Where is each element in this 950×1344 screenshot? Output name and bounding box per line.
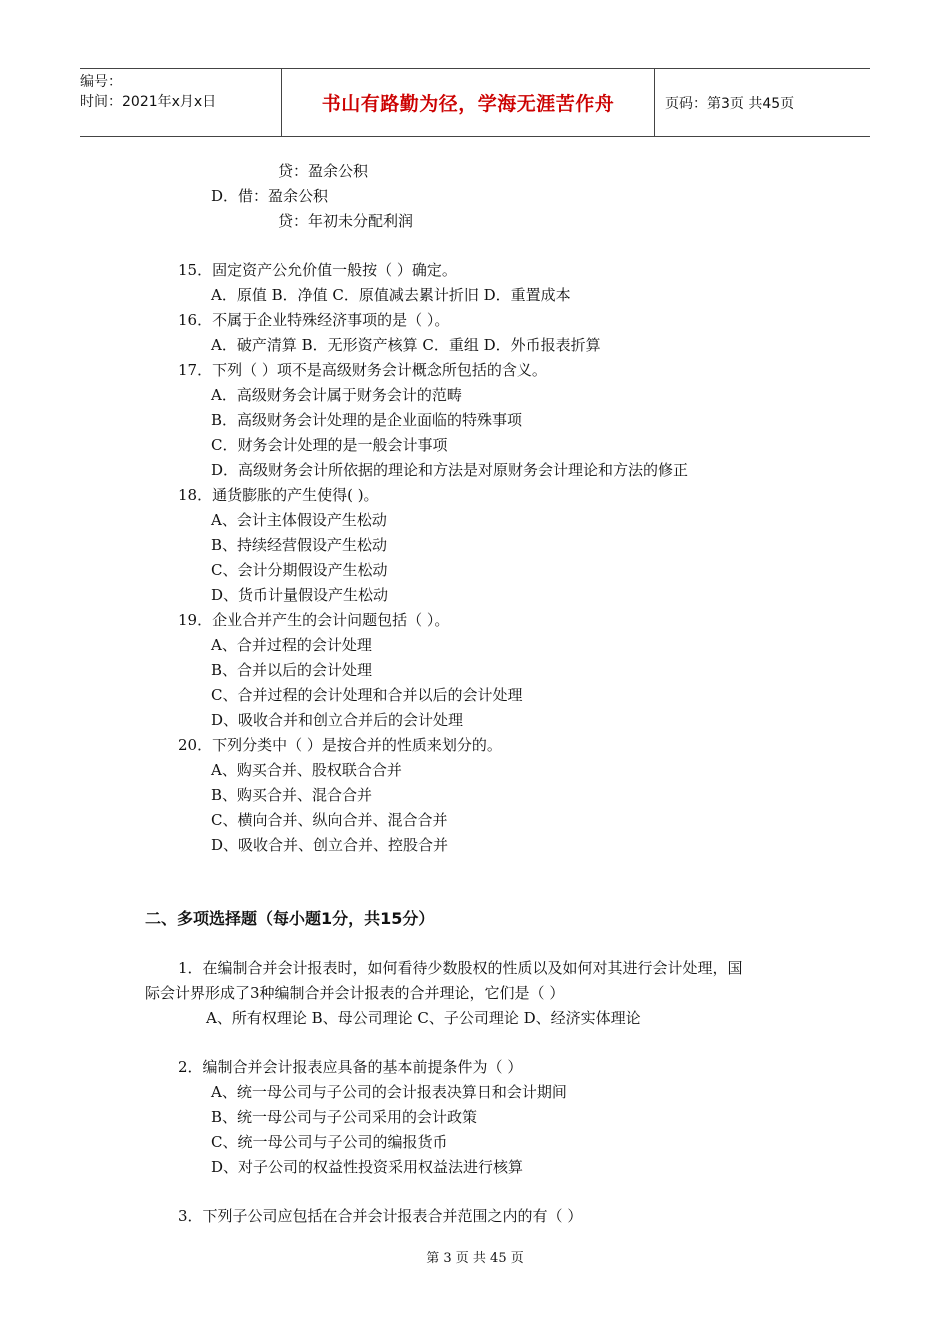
option-line: C．财务会计处理的是一般会计事项: [211, 436, 448, 454]
mc-question-1-cont: 际会计界形成了3种编制合并会计报表的合并理论，它们是（ ）: [145, 984, 565, 1002]
option-line: C、会计分期假设产生松动: [211, 561, 388, 579]
header-page-info: 页码：第3页 共45页: [665, 95, 795, 112]
question-15: 15．固定资产公允价值一般按（ ）确定。: [178, 261, 457, 279]
option-line: 贷：盈余公积: [278, 162, 369, 180]
option-line: B、统一母公司与子公司采用的会计政策: [211, 1108, 478, 1126]
question-19: 19．企业合并产生的会计问题包括（ ）。: [178, 611, 450, 629]
number-label: 编号：: [80, 74, 122, 90]
question-16: 16．不属于企业特殊经济事项的是（ ）。: [178, 311, 450, 329]
page-header: [80, 68, 870, 137]
section-title: 二、多项选择题（每小题1分，共15分）: [145, 909, 435, 928]
question-16-options: A．破产清算 B．无形资产核算 C．重组 D．外币报表折算: [211, 336, 601, 354]
page-footer: 第 3 页 共 45 页: [426, 1251, 524, 1266]
option-line: B、购买合并、混合合并: [211, 786, 373, 804]
question-18: 18．通货膨胀的产生使得( )。: [178, 486, 379, 504]
option-line: C、合并过程的会计处理和合并以后的会计处理: [211, 686, 523, 704]
option-line: D．高级财务会计所依据的理论和方法是对原财务会计理论和方法的修正: [211, 461, 689, 479]
option-line: A、合并过程的会计处理: [211, 636, 372, 654]
option-line: B、持续经营假设产生松动: [211, 536, 388, 554]
mc-question-1: 1．在编制合并会计报表时，如何看待少数股权的性质以及如何对其进行会计处理，国: [178, 959, 743, 977]
mc-question-3: 3．下列子公司应包括在合并会计报表合并范围之内的有（ ）: [178, 1207, 583, 1225]
option-line: B．高级财务会计处理的是企业面临的特殊事项: [211, 411, 523, 429]
question-17: 17．下列（ ）项不是高级财务会计概念所包括的含义。: [178, 361, 547, 379]
option-line: A．高级财务会计属于财务会计的范畴: [211, 386, 462, 404]
mc-question-1-options: A、所有权理论 B、母公司理论 C、子公司理论 D、经济实体理论: [206, 1009, 641, 1027]
header-meta: [80, 69, 282, 136]
question-15-options: A．原值 B．净值 C．原值减去累计折旧 D．重置成本: [211, 286, 571, 304]
time-label: 时间：2021年x月x日: [80, 94, 217, 110]
header-motto: 书山有路勤为径，学海无涯苦作舟: [282, 69, 655, 136]
option-line: D．借：盈余公积: [211, 187, 329, 205]
question-20: 20．下列分类中（ ）是按合并的性质来划分的。: [178, 736, 502, 754]
option-line: A、购买合并、股权联合合并: [211, 761, 402, 779]
option-line: A、会计主体假设产生松动: [211, 511, 387, 529]
option-line: D、对子公司的权益性投资采用权益法进行核算: [211, 1158, 524, 1176]
option-line: 贷：年初未分配利润: [278, 212, 414, 230]
option-line: C、横向合并、纵向合并、混合合并: [211, 811, 448, 829]
option-line: D、吸收合并和创立合并后的会计处理: [211, 711, 464, 729]
option-line: D、货币计量假设产生松动: [211, 586, 389, 604]
option-line: C、统一母公司与子公司的编报货币: [211, 1133, 448, 1151]
option-line: A、统一母公司与子公司的会计报表决算日和会计期间: [211, 1083, 567, 1101]
option-line: B、合并以后的会计处理: [211, 661, 373, 679]
mc-question-2: 2．编制合并会计报表应具备的基本前提条件为（ ）: [178, 1058, 523, 1076]
option-line: D、吸收合并、创立合并、控股合并: [211, 836, 449, 854]
